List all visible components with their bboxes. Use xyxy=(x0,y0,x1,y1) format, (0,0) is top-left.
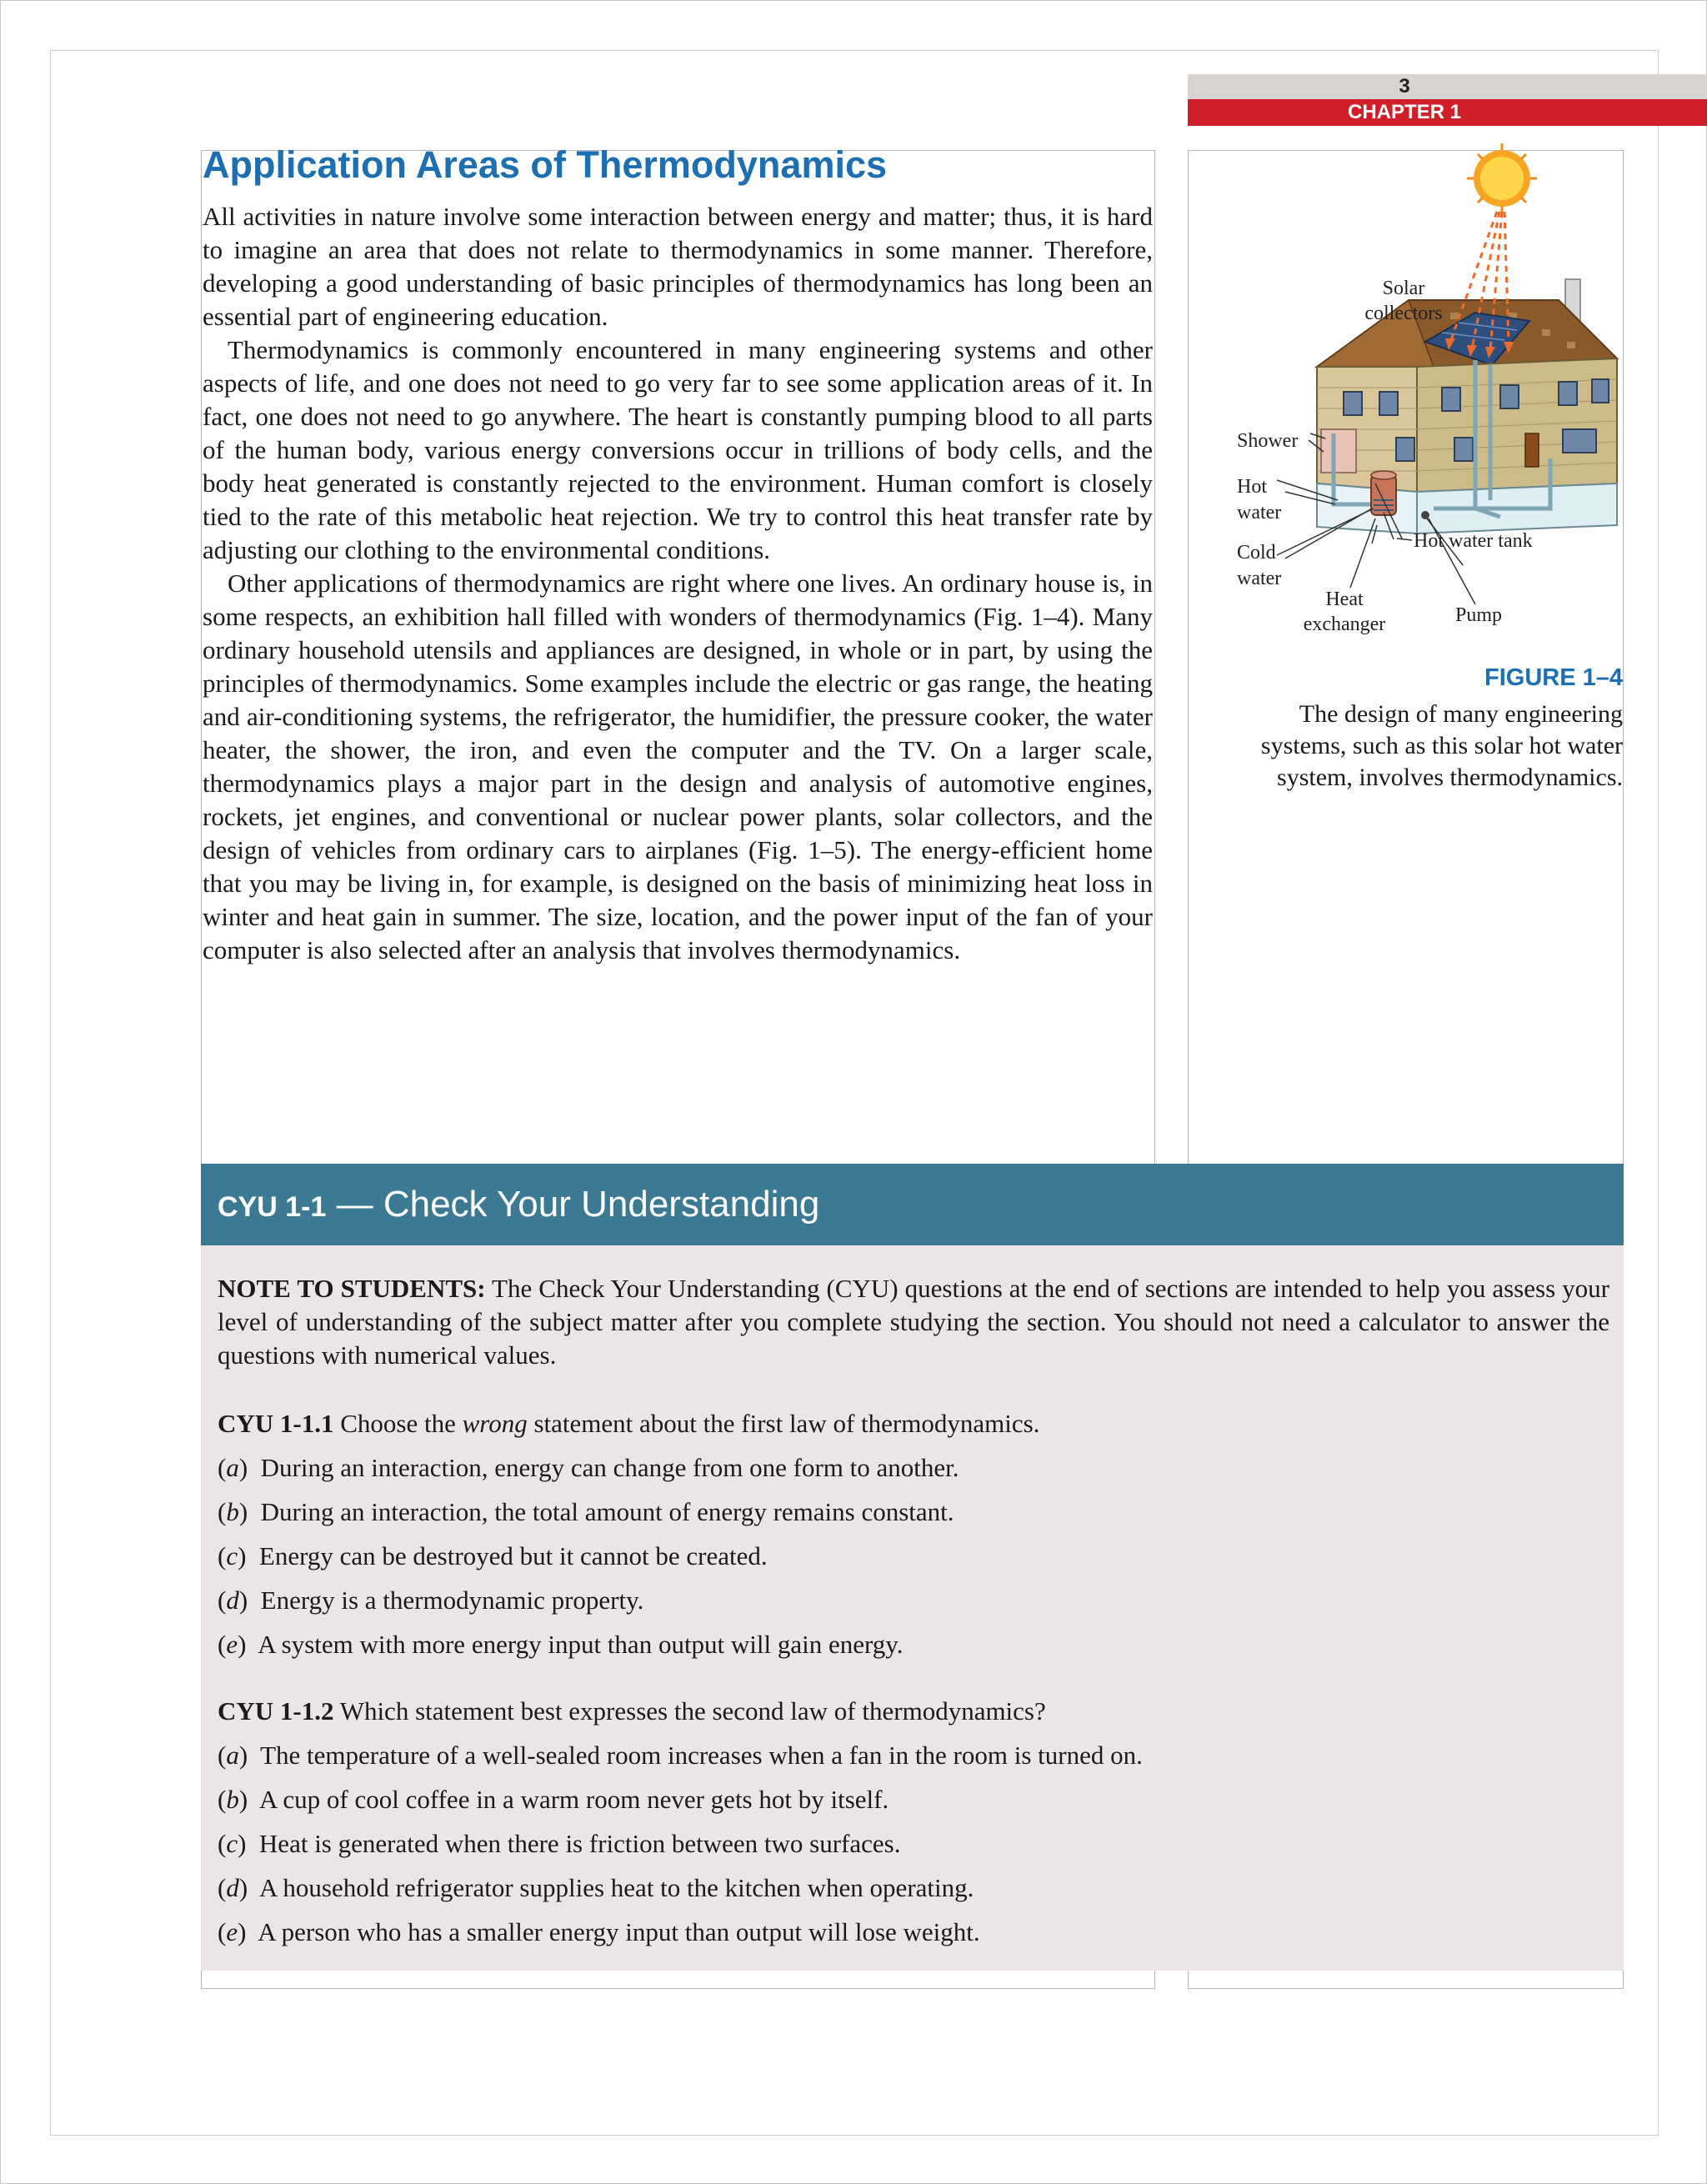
cyu-code: CYU 1-1 xyxy=(218,1191,327,1223)
label-exchanger: exchanger xyxy=(1303,614,1386,635)
stem-text: Choose the xyxy=(333,1409,463,1438)
option-letter: e xyxy=(226,1630,238,1659)
hot-water-tank xyxy=(1371,471,1396,515)
option-text: During an interaction, energy can change from one form to another. xyxy=(260,1453,959,1482)
answer-option: (d) Energy is a thermodynamic property. xyxy=(218,1585,644,1615)
label-shower: Shower xyxy=(1237,430,1299,452)
option-text: The temperature of a well-sealed room increases when a fan in the room is turned on. xyxy=(260,1741,1143,1770)
option-text: A person who has a smaller energy input than output will lose weight. xyxy=(258,1917,980,1946)
option-letter: d xyxy=(226,1585,239,1615)
solar-house-figure xyxy=(1225,142,1634,642)
question-1 xyxy=(218,1407,1609,1661)
option-text: A cup of cool coffee in a warm room never gets hot by itself. xyxy=(258,1785,889,1814)
note-label: NOTE TO STUDENTS: xyxy=(218,1274,486,1303)
page-number: 3 xyxy=(1399,75,1410,98)
option-letter: c xyxy=(226,1541,238,1570)
label-hot-water: water xyxy=(1237,502,1282,523)
answer-option: (b) During an interaction, the total amount of energy remains constant. xyxy=(218,1497,954,1526)
answer-option: (d) A household refrigerator supplies heat to the kitchen when operating. xyxy=(218,1873,974,1902)
sun-icon xyxy=(1467,143,1537,213)
body-paragraph: All activities in nature involve some interaction between energy and matter; thus, it is hard to imagine an area that does not relate to thermodynamics in some manner. Therefore, developing a good understanding of basic principles of thermodynamics has long been an essential part of engineering education. xyxy=(203,202,1153,331)
label-solar: Solar xyxy=(1382,278,1425,299)
option-text: Energy can be destroyed but it cannot be created. xyxy=(258,1541,768,1570)
stem-emphasis: wrong xyxy=(462,1409,528,1438)
option-text: Heat is generated when there is friction between two surfaces. xyxy=(258,1829,901,1858)
question-id: CYU 1-1.2 xyxy=(218,1696,334,1726)
option-text: Energy is a thermodynamic property. xyxy=(260,1585,644,1615)
stem-text: Which statement best expresses the second law of thermodynamics? xyxy=(333,1696,1046,1726)
option-letter: b xyxy=(226,1785,239,1814)
answer-option: (c) Heat is generated when there is friction between two surfaces. xyxy=(218,1829,901,1858)
option-letter: b xyxy=(226,1497,239,1526)
answer-option: (c) Energy can be destroyed but it cannot be created. xyxy=(218,1541,768,1570)
option-text: A household refrigerator supplies heat to the kitchen when operating. xyxy=(258,1873,974,1902)
question-stem xyxy=(218,1407,1609,1440)
body-paragraph: Other applications of thermodynamics are right where one lives. An ordinary house is, in some respects, an exhibition hall filled with wonders of thermodynamics (Fig. 1–4). Many ordinary household utensils and appliances are designed, in whole or in part, by using the principles of thermodynamics. Some examples include the electric or gas range, the heating and air-conditioning systems, the refrigerator, the humidifier, the pressure cooker, the water heater, the shower, the iron, and even the computer and the TV. On a larger scale, thermodynamics plays a major part in the design and analysis of automotive engines, rockets, jet engines, and conventional or nuclear power plants, solar collectors, and the design of vehicles from ordinary cars to airplanes (Fig. 1–5). The energy-efficient home that you may be living in, for example, is designed on the basis of minimizing heat loss in winter and heat gain in summer. The size, location, and the power input of the fan of your computer is also selected after an analysis that involves thermodynamics. xyxy=(203,569,1153,964)
figure-caption-title: FIGURE 1–4 xyxy=(1484,664,1623,691)
label-cold: Cold xyxy=(1237,542,1276,564)
answer-option: (e) A system with more energy input than output will gain energy. xyxy=(218,1630,904,1659)
option-letter: a xyxy=(226,1741,239,1770)
answer-option: (a) The temperature of a well-sealed room increases when a fan in the room is turned on. xyxy=(218,1741,1143,1770)
label-pump: Pump xyxy=(1454,604,1503,626)
answer-option: (b) A cup of cool coffee in a warm room never gets hot by itself. xyxy=(218,1785,889,1814)
answer-option: (a) During an interaction, energy can change from one form to another. xyxy=(218,1453,959,1482)
cyu-header xyxy=(218,1164,819,1245)
label-hot-water-tank: Hot water tank xyxy=(1414,530,1533,552)
label-heat: Heat xyxy=(1325,589,1364,610)
question-2 xyxy=(218,1695,1609,1949)
pump xyxy=(1421,511,1429,519)
answer-option: (e) A person who has a smaller energy input than output will lose weight. xyxy=(218,1917,980,1946)
option-letter: e xyxy=(226,1917,238,1946)
option-letter: d xyxy=(226,1873,239,1902)
option-letter: c xyxy=(226,1829,238,1858)
label-cold-water: water xyxy=(1237,568,1282,589)
note-to-students xyxy=(218,1272,1609,1372)
figure-caption: The design of many engineering systems, such as this solar hot water system, involves thermodynamics. xyxy=(1260,700,1623,791)
label-hot: Hot xyxy=(1237,476,1267,498)
stem-text: statement about the first law of thermodynamics. xyxy=(527,1409,1040,1438)
option-letter: a xyxy=(226,1453,239,1482)
option-text: During an interaction, the total amount of energy remains constant. xyxy=(260,1497,954,1526)
label-collectors: collectors xyxy=(1364,303,1443,324)
question-id: CYU 1-1.1 xyxy=(218,1409,334,1438)
section-body xyxy=(203,200,1153,967)
body-paragraph: Thermodynamics is commonly encountered in many engineering systems and other aspects of life, and one does not need to go very far to see some application areas of it. In fact, one does not need to go anywhere. The heart is constantly pumping blood to all parts of the human body, various energy conversions occur in trillions of body cells, and the body heat generated is constantly rejected to the environment. Human comfort is closely tied to the rate of this metabolic heat rejection. We try to control this heat transfer rate by adjusting our clothing to the environmental conditions. xyxy=(203,335,1153,564)
question-stem xyxy=(218,1695,1609,1728)
section-title: Application Areas of Thermodynamics xyxy=(203,143,888,186)
option-text: A system with more energy input than output will gain energy. xyxy=(258,1630,904,1659)
note-text: The Check Your Understanding (CYU) questions at the end of sections are intended to help you assess your level of understanding of the subject matter after you complete studying the section. You should not need a calculator to answer the questions with numerical values. xyxy=(218,1274,1609,1370)
chapter-label: CHAPTER 1 xyxy=(1347,101,1462,123)
cyu-title: — Check Your Understanding xyxy=(336,1184,820,1225)
